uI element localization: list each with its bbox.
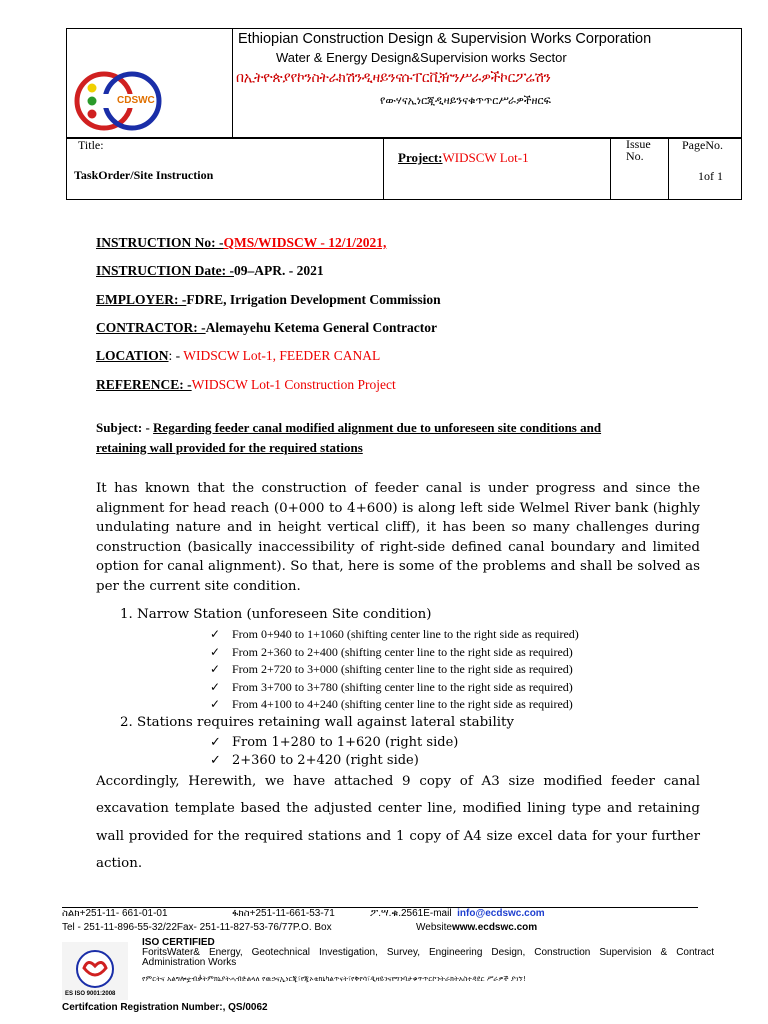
instruction-no-label: INSTRUCTION No: - (96, 235, 224, 250)
contractor-value: Alemayehu Ketema General Contractor (205, 320, 437, 335)
location-sep: : - (168, 348, 184, 363)
cert-registration: Certifcation Registration Number:, QS/0062 (62, 1002, 268, 1013)
issue-label-line2: No. (626, 149, 644, 163)
footer-website-label: Website (416, 922, 452, 933)
location (96, 348, 380, 364)
header-divider-col4 (668, 137, 669, 200)
subject (96, 418, 696, 458)
footer-pobox (370, 908, 545, 919)
employer (96, 292, 441, 308)
iso-amharic: የምርትና አልግሎቷብቃትምክኒያትሓብድልላለ የዉኃናኢነርጂ፣የጂኦቴክኒካልጥናት፣የቅየሳ፣ዲዛይንናየግንባታቁጥጥርኮንትራክትአስተዳደር ሥራዎች ያገኘ! (142, 974, 527, 983)
body-paragraph-2: Accordingly, Herewith, we have attached 9 copy of A3 size modified feeder canal excavation template based the adjusted center line, modified lining type and retaining wall provided for the required stations and 1 copy of A4 size excel data for your further action. (96, 774, 700, 872)
footer-pobox-label: ፖ.ሣ.ቁ.2561E-mail (370, 908, 452, 919)
iso-description: ForitsWater& Energy, Geotechnical Investigation, Survey, Engineering Design, Construction Supervision & Contract Administration Works (142, 947, 714, 968)
page-value: 1of 1 (698, 169, 723, 183)
logo-text: CDSWC (117, 95, 155, 106)
footer-website (416, 922, 537, 933)
check-item-text: From 0+940 to 1+1060 (shifting center line to the right side as required) (232, 627, 579, 641)
sector-name: Water & Energy Design&Supervision works Sector (276, 50, 567, 65)
footer-website-link[interactable]: www.ecdswc.com (451, 922, 538, 933)
title-value: TaskOrder/Site Instruction (74, 168, 214, 182)
iso-title: ISO CERTIFIED (142, 937, 215, 948)
location-value: WIDSCW Lot-1, FEEDER CANAL (183, 348, 381, 363)
check-item-text: From 2+720 to 3+000 (shifting center line to the right side as required) (232, 662, 573, 677)
employer-label: EMPLOYER: - (96, 292, 187, 307)
check-item-text: 2+360 to 2+420 (right side) (232, 752, 419, 768)
instruction-date (96, 263, 324, 279)
header-divider-vertical (232, 28, 233, 138)
check-item-text: From 4+100 to 4+240 (shifting center line to the right side as required) (232, 697, 573, 712)
checkmark-icon: ✓ (210, 735, 221, 750)
iso-std-text: ES ISO 9001:2008 (65, 991, 116, 997)
company-logo (72, 66, 172, 136)
reference-label: REFERENCE: - (96, 377, 192, 392)
subject-line2: retaining wall provided for the required stations (96, 440, 363, 455)
footer-email-link[interactable]: info@ecdswc.com (457, 908, 545, 919)
location-label: LOCATION (96, 348, 169, 363)
body-paragraph-1: It has known that the construction of feeder canal is under progress and since the alignment for head reach (0+000 to 4+600) is along left side Welmel River bank (highly undulating nature and in height vertical cliff), it has been so many challenges during construction (basically inaccessibility of right-side defined canal boundary and limited option for canal alignment). So that, here is some of the problems and shall be solved as per the current site condition. (96, 481, 700, 594)
check-item-text: From 1+280 to 1+620 (right side) (232, 735, 459, 750)
checkmark-icon: ✓ (210, 697, 221, 712)
subject-line1: Regarding feeder canal modified alignment due to unforeseen site conditions and (153, 420, 602, 435)
check-item-text: From 2+360 to 2+400 (shifting center line to the right side as required) (232, 644, 573, 659)
iso-logo (62, 942, 128, 1000)
contractor (96, 320, 437, 336)
footer-tel-amharic: ስልክ+251-11- 661-01-01 (62, 908, 168, 919)
title-label: Title: (78, 138, 104, 152)
project-label: Project: (398, 150, 443, 165)
project-value: WIDSCW Lot-1 (442, 150, 529, 165)
instruction-no-value: QMS/WIDSCW - 12/1/2021, (223, 235, 387, 250)
list-item-1: 1. Narrow Station (unforeseen Site condition) (120, 607, 432, 622)
reference (96, 377, 396, 393)
instruction-date-value: 09–APR. - 2021 (234, 263, 324, 278)
header-divider-col3 (610, 137, 611, 200)
instruction-date-label: INSTRUCTION Date: - (96, 263, 234, 278)
project-field (398, 150, 529, 166)
checkmark-icon: ✓ (210, 627, 221, 641)
checkmark-icon: ✓ (210, 662, 221, 677)
footer-tel-english: Tel - 251-11-896-55-32/22Fax- 251-11-827-53-76/77P.O. Box (62, 922, 332, 933)
checkmark-icon: ✓ (210, 644, 221, 659)
employer-value: FDRE, Irrigation Development Commission (186, 292, 441, 307)
header-divider-col2 (383, 137, 384, 200)
org-name-amharic: በኢትዮጵያየኮንስትራክሽንዲዛይንናሱፐርቪዥንሥራዎችኮርፖሬሽን (236, 70, 551, 86)
page-label: PageNo. (682, 138, 723, 152)
issue-label (626, 138, 651, 162)
reference-value: WIDSCW Lot-1 Construction Project (191, 377, 396, 392)
contractor-label: CONTRACTOR: - (96, 320, 206, 335)
checkmark-icon: ✓ (210, 752, 221, 768)
checkmark-icon: ✓ (210, 679, 221, 694)
sector-name-amharic: የውሃናኢነርጂዲዛይንናቁጥጥርሥራዎችዘርፍ (380, 94, 551, 107)
list-item-2: 2. Stations requires retaining wall against lateral stability (120, 715, 514, 730)
check-item-text: From 3+700 to 3+780 (shifting center line to the right side as required) (232, 679, 573, 694)
issue-label-line1: Issue (626, 137, 651, 151)
subject-label: Subject: - (96, 420, 154, 435)
org-name: Ethiopian Construction Design & Supervision Works Corporation (238, 31, 652, 47)
footer-fax-amharic: ፋክስ+251-11-661-53-71 (232, 908, 335, 919)
instruction-no (96, 235, 386, 251)
